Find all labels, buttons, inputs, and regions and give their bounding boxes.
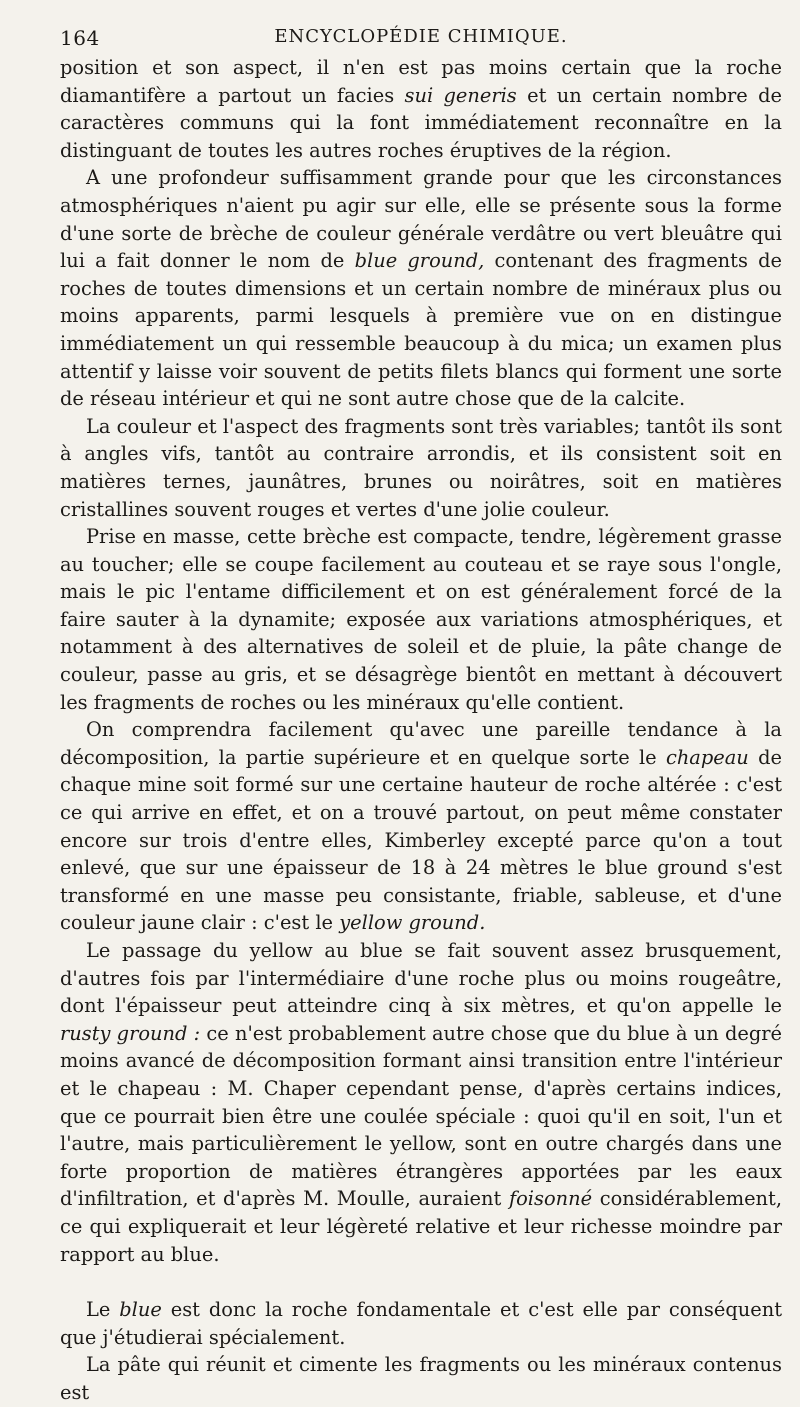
text-run: Le (86, 1298, 120, 1322)
paragraph (60, 1296, 782, 1351)
text-run: est donc la roche fondamentale et c'est elle par conséquent que j'étudierai spécialement. (60, 1298, 782, 1349)
running-title: ENCYCLOPÉDIE CHIMIQUE. (274, 26, 568, 47)
paragraph (60, 523, 782, 716)
text-run: A une profondeur suffisamment grande pour que les circonstances atmosphériques n'aient pu agir sur elle, elle se présente sous la forme d'une sorte de brèche de couleur générale verdâtre ou vert bleuâtre qui lui a fait donner le nom de (60, 166, 782, 273)
body-text (60, 54, 782, 1407)
text-run: de chaque mine soit formé sur une certaine hauteur de roche altérée : c'est ce qui arrive en effet, et on a trouvé partout, on peut même constater encore sur trois d'entre elles, Kimberley excepté parce qu'on a tout enlevé, que sur une épaisseur de 18 à 24 mètres le blue ground s'est transformé en une masse peu consistante, friable, sableuse, et d'une couleur jaune clair : c'est le (60, 745, 782, 935)
italic-term: foisonné (508, 1187, 593, 1211)
text-run: contenant des fragments de roches de toutes dimensions et un certain nombre de minéraux plus ou moins apparents, parmi lesquels à première vue on en distingue immédiatement un qui ressemble beaucoup à du mica; un examen plus attentif y laisse voir souvent de petits filets blancs qui forment une sorte de réseau intérieur et qui ne sont autre chose que de la calcite. (60, 249, 782, 411)
paragraph (60, 413, 782, 523)
text-run: La couleur et l'aspect des fragments sont très variables; tantôt ils sont à angles vifs, tantôt au contraire arrondis, et ils consistent soit en matières ternes, jaunâtres, brunes ou noirâtres, soit en matières cristallines souvent rouges et vertes d'une jolie couleur. (60, 414, 782, 521)
text-run: Le passage du yellow au blue se fait souvent assez brusquement, d'autres fois par l'intermédiaire d'une roche plus ou moins rougeâtre, dont l'épaisseur peut atteindre cinq à six mètres, et qu'on appelle le (60, 939, 782, 1018)
italic-term: yellow ground. (339, 911, 486, 935)
paragraph (60, 716, 782, 937)
paragraph (60, 1351, 782, 1406)
text-run: et un certain nombre de caractères communs qui la font immédiatement reconnaître en la distinguant de toutes les autres roches éruptives de la région. (60, 83, 782, 162)
italic-term: blue ground, (354, 249, 485, 273)
text-run: ce n'est probablement autre chose que du blue à un degré moins avancé de décomposition formant ainsi transition entre l'intérieur et le chapeau : M. Chaper cependant pense, d'après certains indices, que ce pourrait bien être une coulée spéciale : quoi qu'il en soit, l'un et l'autre, mais particulièrement le yellow, sont en outre chargés dans une forte proportion de matières étrangères apportées par les eaux d'infiltration, et d'après M. Moulle, auraient (60, 1021, 783, 1211)
text-run: position et son aspect, il n'en est pas moins certain que la roche diamantifère a partout un facies (60, 56, 782, 107)
paragraph (60, 54, 782, 164)
text-run: Prise en masse, cette brèche est compacte, tendre, légèrement grasse au toucher; elle se coupe facilement au couteau et se raye sous l'ongle, mais le pic l'entame difficilement et on est généralement forcé de la faire sauter à la dynamite; exposée aux variations atmosphériques, et notamment à des alternatives de soleil et de pluie, la pâte change de couleur, passe au gris, et se désagrège bientôt en mettant à découvert les fragments de roches ou les minéraux qu'elle contient. (60, 525, 782, 714)
text-run: considérablement, ce qui expliquerait et leur légèreté relative et leur richesse moindre par rapport au blue. (60, 1187, 783, 1266)
italic-term: sui generis (404, 83, 517, 107)
paragraph (60, 164, 782, 412)
text-run: La pâte qui réunit et cimente les fragments ou les minéraux contenus est (60, 1353, 782, 1404)
italic-term: blue (119, 1298, 162, 1322)
page-header (60, 18, 782, 54)
text-run: On comprendra facilement qu'avec une pareille tendance à la décomposition, la partie supérieure et en quelque sorte le (60, 718, 782, 769)
italic-term: chapeau (665, 745, 749, 769)
paragraph (60, 937, 782, 1268)
page-number: 164 (60, 26, 100, 50)
italic-term: rusty ground : (60, 1021, 201, 1045)
